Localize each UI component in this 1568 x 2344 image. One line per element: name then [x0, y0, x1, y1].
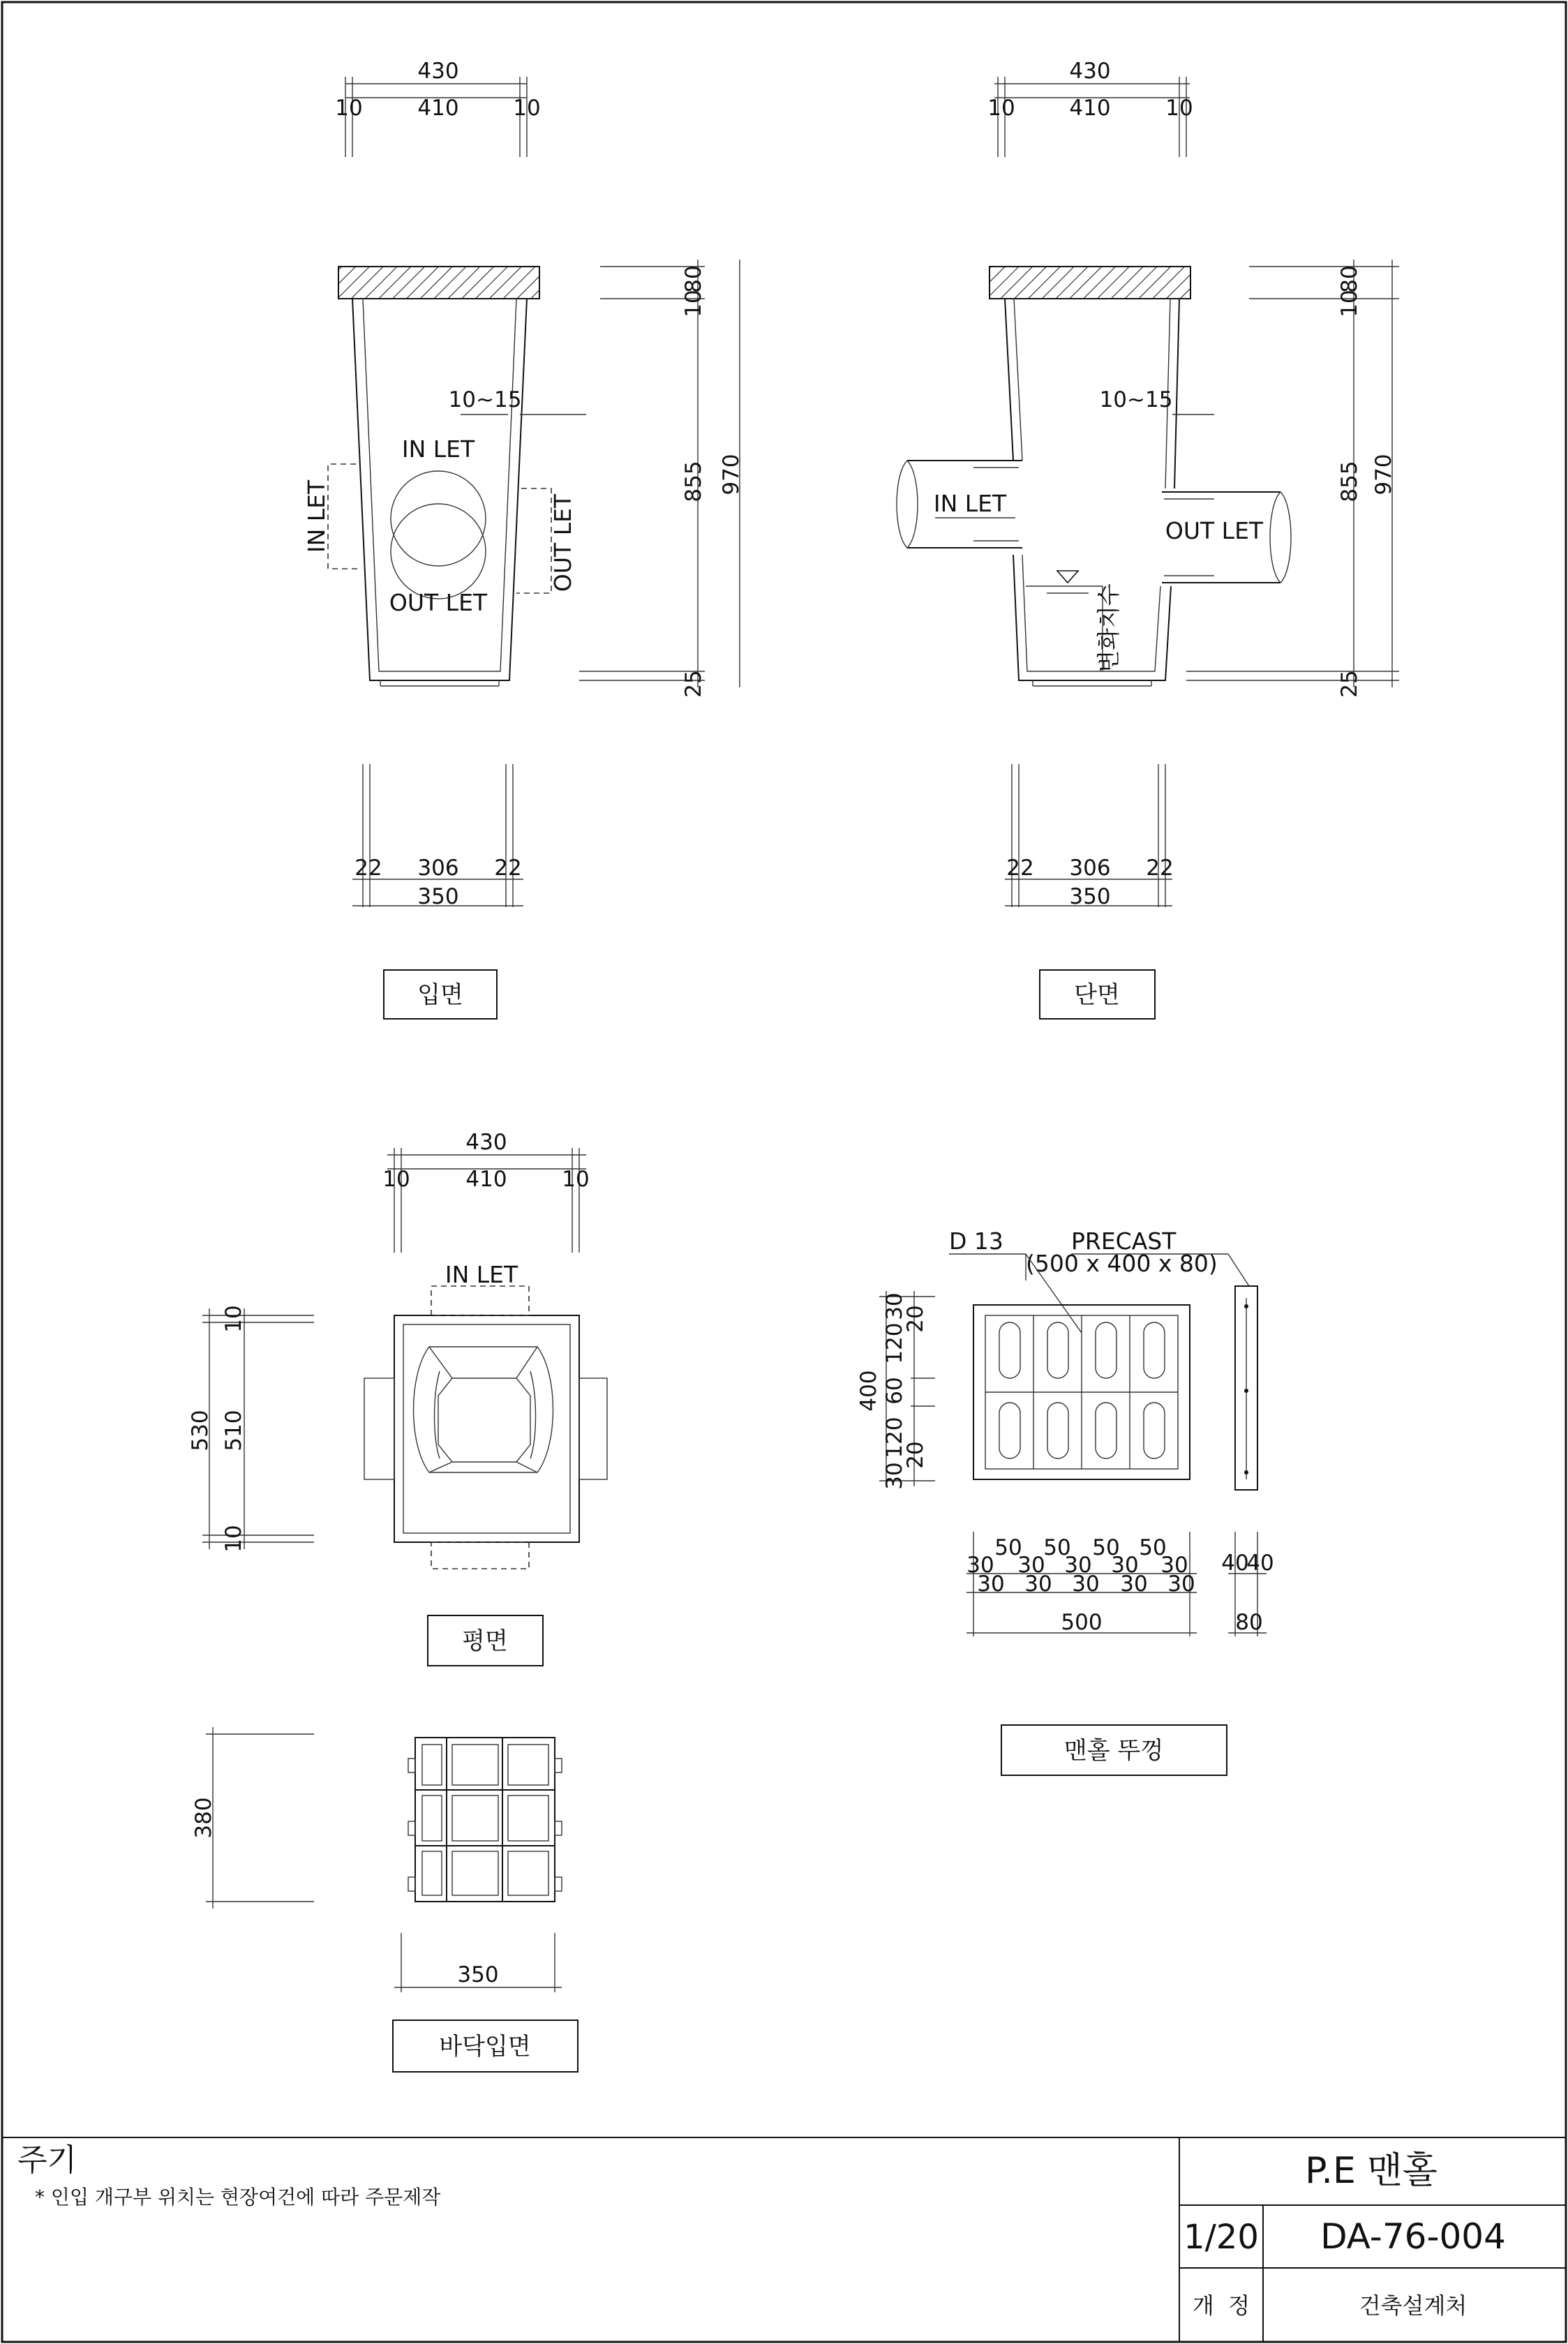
- cover-dim-50-2: 50: [1043, 1535, 1071, 1560]
- elev-inlet-stub: [328, 464, 361, 569]
- elev-inlet-label: IN LET: [401, 435, 475, 463]
- plan-right-stub: [579, 1378, 607, 1479]
- elev-dim-350: 350: [417, 884, 459, 909]
- sect-dim-350: 350: [1069, 884, 1111, 909]
- cover-cell: [999, 1322, 1020, 1378]
- plan-bottom-stub: [431, 1542, 529, 1569]
- elev-inlet-side-label: IN LET: [303, 479, 330, 553]
- cover-dim-30-top: 30: [882, 1292, 907, 1320]
- elev-outlet-side-label: OUT LET: [549, 493, 576, 592]
- cover-dim-30-l1: 30: [977, 1572, 1005, 1597]
- cover-dim-60: 60: [882, 1377, 907, 1405]
- cover-dim-30-l4: 30: [1120, 1572, 1148, 1597]
- sect-dim-306: 306: [1069, 856, 1111, 881]
- sect-dim-410: 410: [1069, 96, 1111, 121]
- elevation-view: [303, 59, 744, 1019]
- elev-outlet-opening: [391, 504, 486, 599]
- elev-dim-10-v: 10: [681, 290, 706, 318]
- elev-dim-22-right: 22: [494, 856, 522, 881]
- sect-outlet-label: OUT LET: [1165, 517, 1264, 544]
- sect-dim-22-right: 22: [1146, 856, 1174, 881]
- plan-dim-10-top: 10: [221, 1305, 246, 1333]
- cover-dim-30-m5: 30: [1160, 1553, 1188, 1578]
- bottom-title: 바닥입면: [439, 2033, 531, 2061]
- elev-title: 입면: [417, 981, 463, 1009]
- sect-taper-label: 10~15: [1099, 387, 1173, 412]
- plan-dim-510: 510: [221, 1410, 246, 1451]
- elev-dim-22-left: 22: [354, 856, 382, 881]
- elev-taper-label: 10~15: [448, 387, 522, 412]
- elev-dim-306: 306: [417, 856, 459, 881]
- elev-dim-970-v: 970: [719, 454, 744, 495]
- sect-dim-10-v: 10: [1337, 290, 1362, 318]
- sect-dim-80-v: 80: [1337, 265, 1362, 293]
- elev-dim-80-v: 80: [681, 265, 706, 293]
- sect-dim-22-left: 22: [1006, 856, 1034, 881]
- elev-body-outer: [352, 299, 527, 680]
- cover-dim-50-3: 50: [1092, 1535, 1120, 1560]
- cover-dim-20-top: 20: [903, 1305, 928, 1333]
- cover-dim-30-m4: 30: [1111, 1553, 1139, 1578]
- cover-dim-30-m1: 30: [966, 1553, 994, 1578]
- plan-dim-10-bottom: 10: [221, 1525, 246, 1553]
- elev-dim-10-right: 10: [513, 96, 541, 121]
- cover-view: [856, 1227, 1274, 1775]
- elev-dim-430: 430: [417, 59, 459, 84]
- elev-dim-10-left: 10: [335, 96, 363, 121]
- bottom-view: [191, 1727, 578, 2072]
- cover-dim-120-top: 120: [882, 1322, 907, 1364]
- elev-dim-410: 410: [417, 96, 459, 121]
- plan-view: [188, 1130, 607, 1666]
- sect-water-note: 변화치수: [1095, 583, 1122, 673]
- elev-inlet-opening: [391, 471, 486, 566]
- elev-outlet-stub: [516, 488, 551, 593]
- sect-cover-slab: [990, 267, 1190, 299]
- plan-left-stub: [364, 1378, 394, 1479]
- cover-cell: [1096, 1322, 1117, 1378]
- plan-dim-430: 430: [465, 1130, 507, 1155]
- sect-dim-970-v: 970: [1371, 454, 1396, 495]
- section-view: [897, 59, 1399, 1019]
- cover-title: 맨홀 뚜껑: [1063, 1737, 1164, 1765]
- sect-title: 단면: [1074, 981, 1120, 1009]
- cover-dim-40-a: 40: [1221, 1551, 1249, 1576]
- bottom-grille: [415, 1738, 555, 1902]
- cover-dim-30-l5: 30: [1167, 1572, 1195, 1597]
- plan-dim-10-left: 10: [382, 1167, 410, 1192]
- elev-outlet-label: OUT LET: [389, 589, 488, 616]
- water-level-icon: [1057, 571, 1078, 583]
- cover-dim-50-4: 50: [1139, 1535, 1167, 1560]
- title-block-name: P.E 맨홀: [1305, 2150, 1438, 2192]
- cover-dim-500: 500: [1061, 1610, 1103, 1635]
- plan-inlet-stub: [431, 1286, 529, 1315]
- notes-item: * 인입 개구부 위치는 현장여건에 따라 주문제작: [35, 2186, 441, 2209]
- cover-precast-size: (500 x 400 x 80): [1026, 1250, 1218, 1277]
- cover-precast-label: PRECAST: [1071, 1227, 1177, 1255]
- plan-dim-10-right: 10: [562, 1167, 590, 1192]
- elev-dim-855-v: 855: [681, 461, 706, 502]
- cover-dim-400: 400: [856, 1370, 881, 1412]
- cover-cell: [1096, 1403, 1117, 1458]
- bottom-dim-380: 380: [191, 1797, 216, 1839]
- elev-dim-25-v: 25: [681, 670, 706, 698]
- sect-dim-855-v: 855: [1337, 461, 1362, 502]
- cover-dim-30-bottom: 30: [882, 1462, 907, 1490]
- title-block-scale: 1/20: [1184, 2218, 1259, 2257]
- plan-dim-410: 410: [465, 1167, 507, 1192]
- cover-dim-80: 80: [1235, 1610, 1263, 1635]
- title-block-drawing-no: DA-76-004: [1320, 2216, 1506, 2257]
- sect-dim-25-v: 25: [1337, 670, 1362, 698]
- cover-cell: [1047, 1322, 1068, 1378]
- cover-cell: [1144, 1322, 1165, 1378]
- plan-inlet-label: IN LET: [445, 1261, 518, 1288]
- cover-dim-20-bottom: 20: [903, 1441, 928, 1469]
- plan-dim-530: 530: [188, 1410, 213, 1451]
- cover-dim-120-bottom: 120: [882, 1417, 907, 1458]
- cover-dim-50-1: 50: [994, 1535, 1022, 1560]
- footer: [2, 2137, 1566, 2342]
- title-block-department: 건축설계처: [1359, 2292, 1468, 2319]
- cover-rebar-label: D 13: [949, 1227, 1003, 1255]
- cover-cell: [1047, 1403, 1068, 1458]
- sect-dim-10-left: 10: [987, 96, 1015, 121]
- cover-dim-30-m3: 30: [1064, 1553, 1092, 1578]
- cover-dim-30-l2: 30: [1024, 1572, 1052, 1597]
- sect-dim-10-right: 10: [1165, 96, 1193, 121]
- sheet-border: [2, 2, 1566, 2342]
- cover-cell: [999, 1403, 1020, 1458]
- cover-dim-40-b: 40: [1246, 1551, 1274, 1576]
- plan-title: 평면: [462, 1627, 508, 1655]
- bottom-dim-350: 350: [457, 1962, 499, 1987]
- title-block-revision: 개 정: [1192, 2292, 1250, 2319]
- notes-heading: 주기: [17, 2142, 77, 2178]
- sect-inlet-label: IN LET: [933, 490, 1007, 517]
- cover-cell: [1144, 1403, 1165, 1458]
- cover-dim-30-m2: 30: [1017, 1553, 1045, 1578]
- elev-cover-slab: [338, 267, 539, 299]
- cover-dim-30-l3: 30: [1072, 1572, 1100, 1597]
- sect-dim-430: 430: [1069, 59, 1111, 84]
